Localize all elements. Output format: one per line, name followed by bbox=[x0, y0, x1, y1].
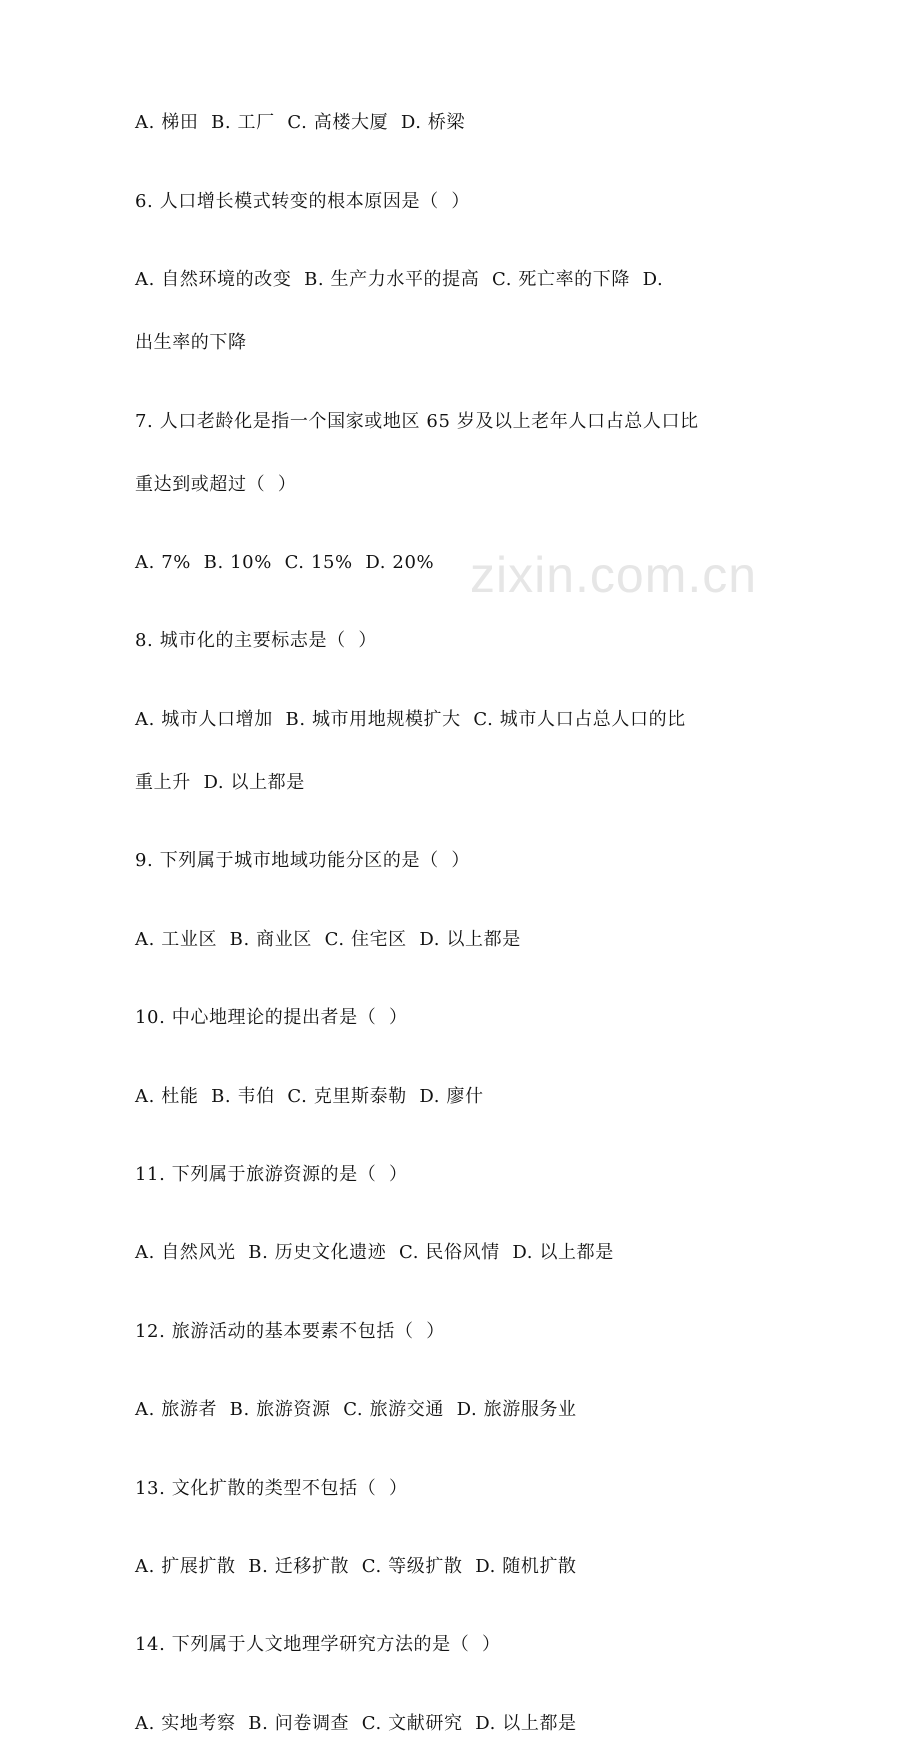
q10-question: 10. 中心地理论的提出者是（ ） bbox=[135, 1007, 408, 1028]
q10-options: A. 杜能 B. 韦伯 C. 克里斯泰勒 D. 廖什 bbox=[135, 1086, 484, 1107]
q9-options: A. 工业区 B. 商业区 C. 住宅区 D. 以上都是 bbox=[135, 929, 521, 950]
q6-options-line1: A. 自然环境的改变 B. 生产力水平的提高 C. 死亡率的下降 D. bbox=[135, 269, 664, 290]
q13-question: 13. 文化扩散的类型不包括（ ） bbox=[135, 1478, 408, 1499]
q8-question: 8. 城市化的主要标志是（ ） bbox=[135, 630, 377, 651]
q5-options: A. 梯田 B. 工厂 C. 高楼大厦 D. 桥梁 bbox=[135, 112, 466, 133]
q12-question: 12. 旅游活动的基本要素不包括（ ） bbox=[135, 1321, 445, 1342]
q8-options-line1: A. 城市人口增加 B. 城市用地规模扩大 C. 城市人口占总人口的比 bbox=[135, 709, 686, 730]
q9-question: 9. 下列属于城市地域功能分区的是（ ） bbox=[135, 850, 470, 871]
q7-question-line2: 重达到或超过（ ） bbox=[135, 474, 297, 495]
q11-question: 11. 下列属于旅游资源的是（ ） bbox=[135, 1164, 408, 1185]
q8-options-line2: 重上升 D. 以上都是 bbox=[135, 772, 305, 793]
q7-question-line1: 7. 人口老龄化是指一个国家或地区 65 岁及以上老年人口占总人口比 bbox=[135, 411, 699, 432]
q6-question: 6. 人口增长模式转变的根本原因是（ ） bbox=[135, 191, 470, 212]
q11-options: A. 自然风光 B. 历史文化遗迹 C. 民俗风情 D. 以上都是 bbox=[135, 1242, 614, 1263]
q14-options: A. 实地考察 B. 问卷调查 C. 文献研究 D. 以上都是 bbox=[135, 1713, 577, 1734]
q6-options-line2: 出生率的下降 bbox=[135, 332, 247, 353]
q14-question: 14. 下列属于人文地理学研究方法的是（ ） bbox=[135, 1634, 501, 1655]
q7-options: A. 7% B. 10% C. 15% D. 20% bbox=[135, 552, 435, 573]
watermark: zixin.com.cn bbox=[470, 547, 758, 603]
q12-options: A. 旅游者 B. 旅游资源 C. 旅游交通 D. 旅游服务业 bbox=[135, 1399, 577, 1420]
q13-options: A. 扩展扩散 B. 迁移扩散 C. 等级扩散 D. 随机扩散 bbox=[135, 1556, 577, 1577]
